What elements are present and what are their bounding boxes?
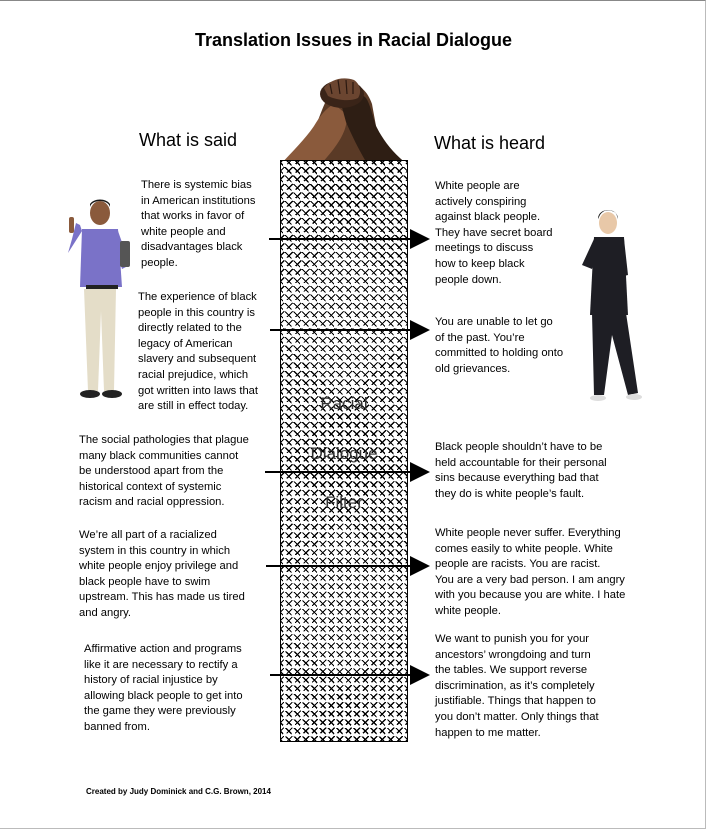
listening-woman-illustration <box>568 205 658 405</box>
speaking-man-illustration <box>60 195 140 405</box>
heard-statement-4: White people never suffer. Everything comes easily to white people. White people are racists. You are racist. You are a very bad person. I am angry with you because you are white. I hate white people. <box>435 527 626 617</box>
said-statement-5: Affirmative action and programs like it are necessary to rectify a history of racial injustice by allowing black people to get into the game they were previously banned from. <box>84 643 243 733</box>
heard-statement-1: White people are actively conspiring against black people. They have secret board meetings to discuss how to keep black people down. <box>435 180 553 286</box>
filter-label-filter: Filter <box>325 493 363 512</box>
heard-header: What is heard <box>434 133 546 153</box>
heard-statement-5: We want to punish you for your ancestors’ wrongdoing and turn the tables. We support reverse discrimination, as it’s completely justifiable. Things that happen to you don’t matter. Only things that happen to me matter. <box>435 633 599 739</box>
filter-label-dialogue: Dialogue <box>310 444 378 463</box>
credit-line: Created by Judy Dominick and C.G. Brown, 2014 <box>86 787 271 796</box>
said-header: What is said <box>139 130 238 150</box>
filter-label-racial: Racial <box>320 394 368 413</box>
said-statement-3: The social pathologies that plague many black communities cannot be understood apart from the historical context of systemic racism and racial oppression. <box>79 434 249 509</box>
heard-statement-2: You are unable to let go of the past. You’re committed to holding onto old grievances. <box>435 316 564 375</box>
said-statement-2: The experience of black people in this country is directly related to the legacy of American slavery and subsequent racial prejudice, which got written into laws that are still in effect today. <box>138 291 259 413</box>
said-statement-1: There is systemic bias in American institutions that works in favor of white people and disadvantages black people. <box>141 179 256 269</box>
heard-statement-3: Black people shouldn’t have to be held accountable for their personal sins because everything bad that they do is white people’s fault. <box>435 441 607 500</box>
said-statement-4: We’re all part of a racialized system in this country in which white people enjoy privilege and black people have to swim upstream. This has made us tired and angry. <box>79 529 245 619</box>
page-title: Translation Issues in Racial Dialogue <box>194 30 513 50</box>
